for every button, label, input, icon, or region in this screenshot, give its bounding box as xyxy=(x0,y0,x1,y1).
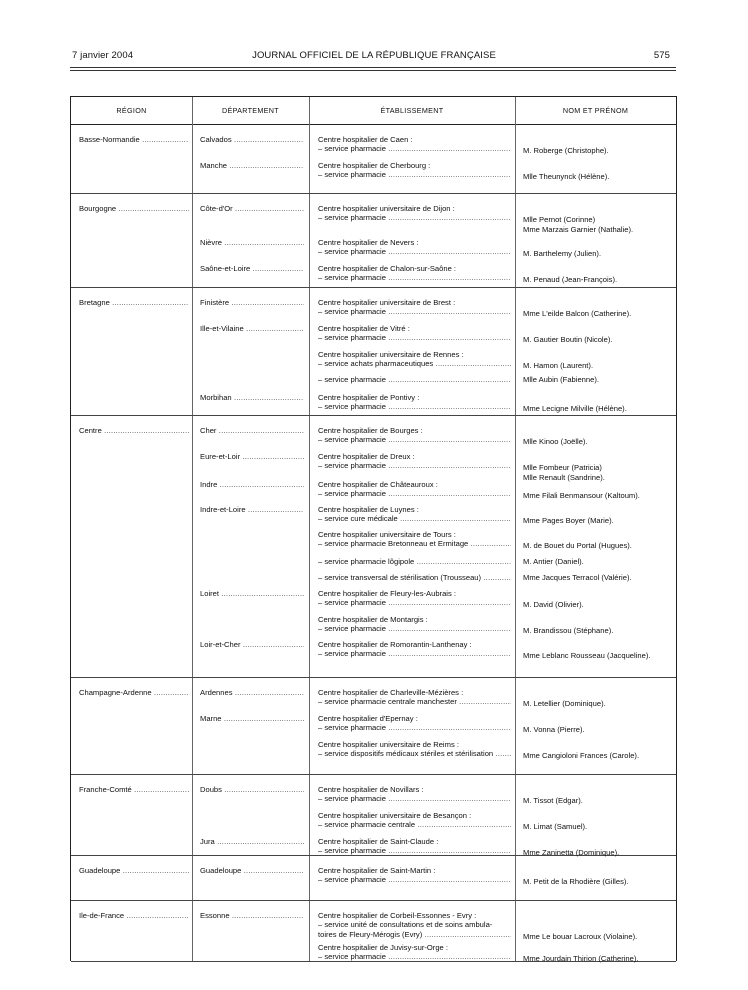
name-cell-text: M. Roberge (Christophe). xyxy=(523,146,609,156)
establishment-line xyxy=(318,170,511,179)
name-cell xyxy=(523,796,673,805)
establishment-line xyxy=(318,911,511,920)
column-header-establishment: ÉTABLISSEMENT xyxy=(380,106,444,115)
name-cell xyxy=(523,573,673,582)
region-cell xyxy=(79,298,189,307)
name-cell xyxy=(523,275,673,284)
name-cell xyxy=(523,725,673,734)
department-cell-text: Indre xyxy=(200,480,218,489)
name-cell-text: M. de Bouet du Portal (Hugues). xyxy=(523,541,632,551)
establishment-line-text: Centre hospitalier de Chalon-sur-Saône : xyxy=(318,264,457,273)
name-cell-text: Mme Jacques Terracol (Valérie). xyxy=(523,573,632,582)
department-cell-text: Ardennes xyxy=(200,688,233,697)
establishment-line xyxy=(318,589,511,598)
establishment-line-text: – service pharmacie xyxy=(318,402,386,412)
establishment-line xyxy=(318,333,511,342)
establishment-line-text: Centre hospitalier de Saint-Martin : xyxy=(318,866,436,875)
department-cell xyxy=(200,505,304,514)
region-cell-text: Ile-de-France xyxy=(79,911,125,920)
department-cell xyxy=(200,393,304,402)
name-cell-text: M. Limat (Samuel). xyxy=(523,822,588,832)
establishment-line-text: Centre hospitalier universitaire de Besançon : xyxy=(318,811,472,820)
establishment-line xyxy=(318,461,511,470)
establishment-line xyxy=(318,393,511,402)
region-cell-text: Centre xyxy=(79,426,102,435)
name-cell xyxy=(523,516,673,525)
establishment-line xyxy=(318,640,511,649)
establishment-line xyxy=(318,866,511,875)
page-number: 575 xyxy=(653,50,670,61)
establishment-line-text: Centre hospitalier universitaire de Reims : xyxy=(318,740,459,749)
establishment-line-text: toires de Fleury-Mérogis (Evry) xyxy=(318,929,423,939)
establishment-line-text: – service pharmacie xyxy=(318,846,386,856)
name-cell-text: M. Vonna (Pierre). xyxy=(523,725,585,735)
establishment-line xyxy=(318,307,511,316)
name-cell xyxy=(523,215,673,224)
name-cell-text: M. Brandissou (Stéphane). xyxy=(523,626,614,636)
region-cell xyxy=(79,426,189,435)
region-cell-text: Guadeloupe xyxy=(79,866,121,875)
establishment-line-text: – service pharmacie xyxy=(318,875,386,885)
department-cell xyxy=(200,264,304,273)
establishment-line-text: Centre hospitalier de Romorantin-Lanthenay : xyxy=(318,640,472,649)
region-cell xyxy=(79,204,189,213)
establishment-line-text: – service pharmacie xyxy=(318,489,386,499)
establishment-line xyxy=(318,875,511,884)
establishment-line xyxy=(318,402,511,411)
department-cell xyxy=(200,298,304,307)
region-group xyxy=(71,900,676,962)
name-cell-text: Mlle Aubin (Fabienne). xyxy=(523,375,599,384)
name-cell xyxy=(523,335,673,344)
establishment-line-text: – service pharmacie xyxy=(318,307,386,317)
establishment-line xyxy=(318,238,511,247)
name-cell xyxy=(523,699,673,708)
establishment-line-text: – service dispositifs médicaux stériles et stérilisation xyxy=(318,749,494,759)
department-cell-text: Marne xyxy=(200,714,222,723)
establishment-line xyxy=(318,539,511,548)
establishment-line-text: – service pharmacie xyxy=(318,247,386,257)
department-cell-text: Guadeloupe xyxy=(200,866,242,875)
department-cell xyxy=(200,452,304,461)
establishment-line xyxy=(318,811,511,820)
region-group xyxy=(71,855,676,901)
name-cell xyxy=(523,491,673,500)
name-cell-text: M. Antier (Daniel). xyxy=(523,557,584,566)
establishment-line-text: Centre hospitalier de Cherbourg : xyxy=(318,161,431,170)
name-cell xyxy=(523,404,673,413)
name-cell-text: Mlle Kinoo (Joëlle). xyxy=(523,437,588,447)
establishment-line-text: Centre hospitalier universitaire de Dijon : xyxy=(318,204,455,213)
establishment-line-text: Centre hospitalier de Dreux : xyxy=(318,452,415,461)
name-cell xyxy=(523,541,673,550)
establishment-line-text: Centre hospitalier universitaire de Rennes : xyxy=(318,350,464,359)
establishment-line-text: Centre hospitalier de Novillars : xyxy=(318,785,424,794)
name-cell xyxy=(523,249,673,258)
region-cell xyxy=(79,911,189,920)
establishment-line xyxy=(318,723,511,732)
region-group xyxy=(71,124,676,194)
department-cell xyxy=(200,589,304,598)
establishment-line-text: Centre hospitalier de Luynes : xyxy=(318,505,419,514)
department-cell-text: Nièvre xyxy=(200,238,222,247)
establishment-line xyxy=(318,598,511,607)
region-cell-text: Basse-Normandie xyxy=(79,135,140,144)
department-cell-text: Essonne xyxy=(200,911,230,920)
column-header-department: DÉPARTEMENT xyxy=(222,106,279,115)
establishment-line xyxy=(318,740,511,749)
name-cell xyxy=(523,437,673,446)
establishment-line-text: Centre hospitalier de Montargis : xyxy=(318,615,428,624)
establishment-line xyxy=(318,557,511,566)
establishment-line-text: – service pharmacie xyxy=(318,435,386,445)
establishment-line-text: – service pharmacie xyxy=(318,598,386,608)
region-cell-text: Franche-Comté xyxy=(79,785,132,794)
department-cell-text: Eure-et-Loir xyxy=(200,452,241,461)
establishment-line xyxy=(318,452,511,461)
establishment-line xyxy=(318,688,511,697)
department-cell xyxy=(200,866,304,875)
establishment-line-text: – service transversal de stérilisation (Trousseau) xyxy=(318,573,482,582)
department-cell-text: Calvados xyxy=(200,135,232,144)
region-group xyxy=(71,774,676,856)
region-cell-text: Champagne-Ardenne xyxy=(79,688,152,697)
appointments-table xyxy=(70,96,677,964)
establishment-line-text: – service pharmacie xyxy=(318,461,386,471)
establishment-line-text: – service pharmacie centrale manchester xyxy=(318,697,457,707)
column-header-region: RÉGION xyxy=(116,106,147,115)
name-cell-text: Mme Cangioloni Frances (Carole). xyxy=(523,751,640,761)
name-cell xyxy=(523,309,673,318)
name-cell-text: Mme Lecigne Milville (Hélène). xyxy=(523,404,627,414)
establishment-line xyxy=(318,837,511,846)
department-cell xyxy=(200,204,304,213)
header-rule xyxy=(70,67,676,68)
establishment-line xyxy=(318,920,511,929)
name-cell-text: Mme Pages Boyer (Marie). xyxy=(523,516,614,526)
establishment-line-text: Centre hospitalier de Fleury-les-Aubrais : xyxy=(318,589,457,598)
department-cell xyxy=(200,161,304,170)
establishment-line xyxy=(318,350,511,359)
establishment-line xyxy=(318,649,511,658)
region-cell xyxy=(79,135,189,144)
establishment-line-text: – service cure médicale xyxy=(318,514,398,524)
establishment-line xyxy=(318,514,511,523)
establishment-line-text: Centre hospitalier de Caen : xyxy=(318,135,413,144)
establishment-line xyxy=(318,273,511,282)
establishment-line-text: – service pharmacie Bretonneau et Ermitage xyxy=(318,539,469,549)
establishment-line xyxy=(318,943,511,952)
name-cell xyxy=(523,751,673,760)
department-cell-text: Loiret xyxy=(200,589,219,598)
department-cell xyxy=(200,135,304,144)
name-cell-text: M. Letellier (Dominique). xyxy=(523,699,606,709)
department-cell xyxy=(200,714,304,723)
department-cell xyxy=(200,480,304,489)
establishment-line-text: – service pharmacie xyxy=(318,213,386,223)
column-header-name: NOM ET PRÉNOM xyxy=(562,106,629,115)
name-cell-text: M. Petit de la Rhodière (Gilles). xyxy=(523,877,629,887)
establishment-line-text: Centre hospitalier de Corbeil-Essonnes - Evry : xyxy=(318,911,477,920)
establishment-line-text: Centre hospitalier universitaire de Tours : xyxy=(318,530,456,539)
name-cell xyxy=(523,225,673,234)
establishment-line xyxy=(318,615,511,624)
establishment-line-text: Centre hospitalier d'Epernay : xyxy=(318,714,418,723)
name-cell xyxy=(523,822,673,831)
establishment-line xyxy=(318,135,511,144)
header-date: 7 janvier 2004 xyxy=(72,50,134,61)
establishment-line-text: – service pharmacie xyxy=(318,624,386,634)
department-cell xyxy=(200,324,304,333)
department-cell xyxy=(200,688,304,697)
establishment-line xyxy=(318,794,511,803)
department-cell-text: Côte-d'Or xyxy=(200,204,233,213)
establishment-line xyxy=(318,489,511,498)
establishment-line xyxy=(318,204,511,213)
establishment-line-text: – service pharmacie xyxy=(318,794,386,804)
establishment-line-text: Centre hospitalier de Charleville-Mézières : xyxy=(318,688,464,697)
department-cell xyxy=(200,640,304,649)
name-cell xyxy=(523,600,673,609)
name-cell-text: Mme L'eilde Balcon (Catherine). xyxy=(523,309,632,319)
establishment-line xyxy=(318,144,511,153)
establishment-line xyxy=(318,530,511,539)
name-cell-text: Mme Marzais Garnier (Nathalie). xyxy=(523,224,634,234)
region-cell xyxy=(79,785,189,794)
name-cell-text: Mme Filali Benmansour (Kaltoum). xyxy=(523,491,640,501)
establishment-line xyxy=(318,952,511,961)
header-rule-double xyxy=(70,70,676,71)
name-cell-text: M. Penaud (Jean-François). xyxy=(523,275,618,285)
establishment-line-text: Centre hospitalier de Juvisy-sur-Orge : xyxy=(318,943,448,952)
name-cell-text: Mme Le bouar Lacroux (Violaine). xyxy=(523,931,638,941)
establishment-line-text: – service pharmacie lôgipole xyxy=(318,557,415,566)
establishment-line xyxy=(318,785,511,794)
name-cell-text: Mme Leblanc Rousseau (Jacqueline). xyxy=(523,651,651,661)
department-cell-text: Doubs xyxy=(200,785,222,794)
region-cell xyxy=(79,688,189,697)
name-cell xyxy=(523,626,673,635)
establishment-line xyxy=(318,930,511,939)
name-cell xyxy=(523,473,673,482)
department-cell-text: Cher xyxy=(200,426,217,435)
region-group xyxy=(71,287,676,416)
region-cell xyxy=(79,866,189,875)
department-cell-text: Morbihan xyxy=(200,393,232,402)
establishment-line xyxy=(318,324,511,333)
establishment-line xyxy=(318,820,511,829)
department-cell-text: Ille-et-Vilaine xyxy=(200,324,244,333)
establishment-line-text: – service pharmacie xyxy=(318,723,386,733)
region-group xyxy=(71,193,676,288)
establishment-line xyxy=(318,749,511,758)
department-cell-text: Saône-et-Loire xyxy=(200,264,251,273)
department-cell-text: Indre-et-Loire xyxy=(200,505,246,514)
region-group xyxy=(71,415,676,678)
establishment-line xyxy=(318,480,511,489)
name-cell-text: Mme Jourdain Thirion (Catherine). xyxy=(523,954,639,964)
establishment-line xyxy=(318,426,511,435)
name-cell xyxy=(523,557,673,566)
region-group xyxy=(71,677,676,775)
establishment-line-text: Centre hospitalier de Pontivy : xyxy=(318,393,420,402)
department-cell xyxy=(200,837,304,846)
name-cell xyxy=(523,877,673,886)
establishment-line-text: – service pharmacie xyxy=(318,375,386,384)
establishment-line xyxy=(318,247,511,256)
establishment-line-text: Centre hospitalier de Saint-Claude : xyxy=(318,837,439,846)
establishment-line-text: Centre hospitalier de Nevers : xyxy=(318,238,419,247)
name-cell xyxy=(523,954,673,963)
department-cell xyxy=(200,785,304,794)
name-cell xyxy=(523,361,673,370)
name-cell-text: Mme Zaninetta (Dominique). xyxy=(523,848,620,858)
establishment-line xyxy=(318,697,511,706)
establishment-line xyxy=(318,435,511,444)
establishment-line-text: – service pharmacie xyxy=(318,952,386,962)
department-cell xyxy=(200,911,304,920)
establishment-line-text: – service pharmacie xyxy=(318,273,386,283)
establishment-line-text: Centre hospitalier de Bourges : xyxy=(318,426,423,435)
department-cell-text: Loir-et-Cher xyxy=(200,640,241,649)
establishment-line xyxy=(318,375,511,384)
name-cell xyxy=(523,932,673,941)
department-cell xyxy=(200,426,304,435)
department-cell-text: Manche xyxy=(200,161,228,170)
name-cell xyxy=(523,651,673,660)
establishment-line xyxy=(318,714,511,723)
department-cell-text: Finistère xyxy=(200,298,230,307)
name-cell xyxy=(523,463,673,472)
name-cell-text: M. Gautier Boutin (Nicole). xyxy=(523,335,613,345)
name-cell-text: Mlle Theunynck (Hélène). xyxy=(523,172,610,182)
establishment-line-text: Centre hospitalier universitaire de Brest : xyxy=(318,298,456,307)
establishment-line xyxy=(318,298,511,307)
name-cell-text: M. Barthelemy (Julien). xyxy=(523,249,602,259)
establishment-line-text: Centre hospitalier de Châteauroux : xyxy=(318,480,438,489)
region-cell-text: Bourgogne xyxy=(79,204,117,213)
establishment-line xyxy=(318,161,511,170)
establishment-line-text: – service pharmacie centrale xyxy=(318,820,416,830)
department-cell xyxy=(200,238,304,247)
region-cell-text: Bretagne xyxy=(79,298,110,307)
name-cell-text: Mlle Fombeur (Patricia) xyxy=(523,463,602,473)
establishment-line xyxy=(318,573,511,582)
name-cell-text: M. David (Olivier). xyxy=(523,600,584,610)
department-cell-text: Jura xyxy=(200,837,215,846)
name-cell-text: Mlle Pernot (Corinne) xyxy=(523,215,596,225)
establishment-line xyxy=(318,624,511,633)
establishment-line-text: – service unité de consultations et de soins ambula- xyxy=(318,920,493,930)
establishment-line-text: Centre hospitalier de Vitré : xyxy=(318,324,410,333)
establishment-line-text: – service achats pharmaceutiques xyxy=(318,359,434,369)
header-title: JOURNAL OFFICIEL DE LA RÉPUBLIQUE FRANÇAISE xyxy=(252,50,496,61)
table-header xyxy=(71,97,676,125)
name-cell xyxy=(523,375,673,384)
establishment-line xyxy=(318,505,511,514)
establishment-line-text: – service pharmacie xyxy=(318,144,386,154)
name-cell xyxy=(523,146,673,155)
establishment-line-text: – service pharmacie xyxy=(318,170,386,180)
establishment-line xyxy=(318,359,511,368)
establishment-line xyxy=(318,213,511,222)
establishment-line-text: – service pharmacie xyxy=(318,333,386,343)
name-cell-text: Mlle Renault (Sandrine). xyxy=(523,472,605,482)
name-cell-text: M. Hamon (Laurent). xyxy=(523,361,594,371)
name-cell xyxy=(523,172,673,181)
establishment-line xyxy=(318,264,511,273)
establishment-line-text: – service pharmacie xyxy=(318,649,386,659)
name-cell-text: M. Tissot (Edgar). xyxy=(523,796,583,806)
